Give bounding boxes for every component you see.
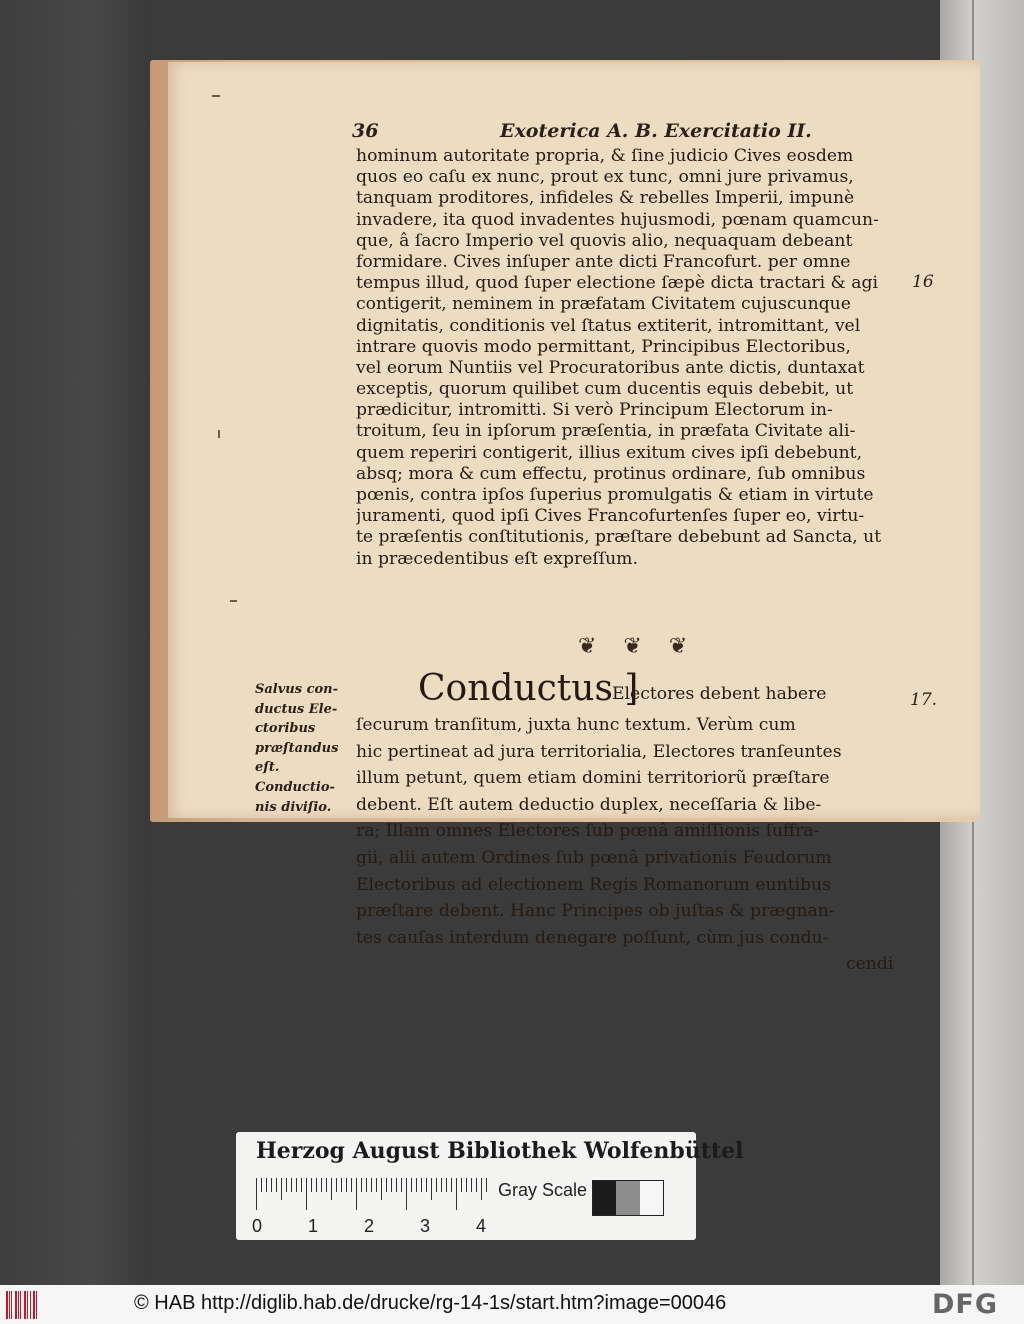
ruler-tick: [266, 1178, 267, 1192]
color-reference-card: [236, 1132, 744, 1240]
gray-scale-swatches: [592, 1180, 664, 1216]
text-line: hic pertineat ad jura territorialia, Electores tranſeuntes: [356, 741, 842, 762]
ruler-tick: [451, 1178, 452, 1192]
ruler-number: 4: [476, 1216, 487, 1236]
text-line: intrare quovis modo permittant, Principibus Electoribus,: [356, 336, 851, 357]
ruler-numbers: [252, 1216, 512, 1236]
text-line: hominum autoritate propria, & ſine judicio Cives eosdem: [356, 146, 854, 166]
footer-copyright-link[interactable]: © HAB http://diglib.hab.de/drucke/rg-14-1s/start.htm?image=00046: [134, 1292, 727, 1314]
text-line: quem reperiri contigerit, illius exitum cives ipſi debebunt,: [356, 442, 863, 463]
text-line: exceptis, quorum quilibet cum ducentis equis debebit, ut: [356, 379, 854, 400]
text-line: ra; Illam omnes Electores ſub pœnâ amiſſionis ſuffra-: [356, 821, 820, 842]
barcode-bar: [30, 1291, 31, 1319]
barcode-bar: [36, 1291, 37, 1319]
barcode-bar: [24, 1291, 26, 1319]
ruler-tick: [321, 1178, 322, 1192]
page-mark: [212, 95, 220, 97]
text-line: vel eorum Nuntiis vel Procuratoribus ante dictis, duntaxat: [356, 357, 865, 378]
ruler-number: 2: [364, 1216, 375, 1236]
text-line: prædicitur, intromitti. Si verò Principum Electorum in-: [356, 400, 833, 421]
barcode-bar: [11, 1291, 12, 1319]
left-book-board: [0, 0, 150, 1285]
ruler-tick: [426, 1178, 427, 1192]
margin-line-number-17: 17.: [910, 690, 938, 710]
section-heading: Conductus ]: [418, 668, 639, 709]
ruler-tick: [261, 1178, 262, 1192]
ruler-tick: [466, 1178, 467, 1192]
text-line: debent. Eſt autem deductio duplex, neceſſaria & libe-: [356, 794, 822, 815]
ruler-tick: [346, 1178, 347, 1192]
measurement-ruler: [256, 1178, 496, 1210]
text-line: quos eo caſu ex nunc, prout ex tunc, omni jure privamus,: [356, 167, 854, 188]
library-name: Herzog August Bibliothek Wolfenbüttel: [256, 1138, 744, 1164]
ruler-tick: [391, 1178, 392, 1192]
ruler-tick: [341, 1178, 342, 1192]
ruler-number: 1: [308, 1216, 319, 1236]
text-line: invadere, ita quod invadentes hujusmodi, pœnam quamcun-: [356, 209, 879, 230]
page-mark: [230, 600, 237, 602]
gray-swatch: [616, 1181, 639, 1215]
marginal-note-line: Conductio-: [255, 779, 335, 795]
ruler-tick: [381, 1178, 382, 1200]
ruler-tick: [371, 1178, 372, 1192]
ruler-tick: [311, 1178, 312, 1192]
ruler-tick: [351, 1178, 352, 1192]
barcode-bar: [27, 1291, 28, 1319]
barcode-icon: [6, 1291, 40, 1319]
text-line: ſecurum tranſitum, juxta hunc textum. Verùm cum: [356, 715, 796, 735]
ruler-tick: [481, 1178, 482, 1200]
ruler-tick: [281, 1178, 282, 1200]
ruler-tick: [326, 1178, 327, 1192]
text-line: tes cauſas interdum denegare poſſunt, cùm jus condu-: [356, 927, 829, 948]
barcode-bar: [20, 1291, 21, 1319]
ruler-tick: [306, 1178, 307, 1210]
page-mark: [218, 430, 220, 438]
footer-bar: [0, 1285, 1024, 1324]
marginal-note-line: Salvus con-: [255, 682, 339, 697]
marginal-note-line: ctoribus: [255, 721, 316, 737]
margin-line-number-16: 16: [912, 272, 934, 292]
barcode-bar: [33, 1291, 35, 1319]
ruler-tick: [361, 1178, 362, 1192]
text-line: te præſentis conſtitutionis, præſtare debebunt ad Sancta, ut: [356, 527, 882, 548]
ruler-tick: [396, 1178, 397, 1192]
ruler-tick: [316, 1178, 317, 1192]
page-number: 36: [352, 120, 379, 142]
marginal-note-line: eſt.: [255, 760, 280, 776]
ruler-tick: [336, 1178, 337, 1192]
text-line: troitum, ſeu in ipſorum præſentia, in præfata Civitate ali-: [356, 421, 856, 442]
ruler-tick: [486, 1178, 487, 1192]
second-text-block: [356, 712, 904, 951]
ruler-tick: [461, 1178, 462, 1192]
ruler-tick: [296, 1178, 297, 1192]
gray-scale-label: Gray Scale: [498, 1180, 588, 1200]
ruler-tick: [331, 1178, 332, 1200]
ruler-tick: [276, 1178, 277, 1192]
ruler-tick: [406, 1178, 407, 1210]
gray-swatch: [640, 1181, 663, 1215]
ruler-tick: [256, 1178, 257, 1210]
marginal-note-line: ductus Ele-: [255, 701, 338, 717]
text-line: in præcedentibus eſt expreſſum.: [356, 548, 638, 569]
text-line: juramenti, quod ipſi Cives Francofurtenſes ſuper eo, virtu-: [356, 506, 865, 527]
ruler-tick: [411, 1178, 412, 1192]
ruler-tick: [471, 1178, 472, 1192]
running-header: [352, 120, 912, 146]
text-line: tempus illud, quod ſuper electione ſæpè dicta tractari & agi: [356, 273, 879, 294]
marginal-note-line: nis diviſio.: [255, 799, 332, 815]
text-line: gii, alii autem Ordines ſub pœnâ privationis Feudorum: [356, 847, 832, 868]
heading-continuation: Electores debent habere: [612, 684, 827, 704]
text-line: pœnis, contra ipſos ſuperius promulgatis & etiam in virtute: [356, 485, 874, 505]
text-line: illum petunt, quem etiam domini territoriorũ præſtare: [356, 768, 830, 789]
ruler-number: 0: [252, 1216, 263, 1236]
marginal-note: [255, 680, 351, 817]
ruler-tick: [366, 1178, 367, 1192]
ruler-tick: [271, 1178, 272, 1192]
ruler-tick: [421, 1178, 422, 1192]
ruler-tick: [401, 1178, 402, 1192]
ruler-tick: [446, 1178, 447, 1192]
catchword: cendi: [846, 954, 894, 974]
ornament-divider: ❦ ❦ ❦: [578, 634, 698, 659]
text-line: formidare. Cives inſuper ante dicti Francofurt. per omne: [356, 251, 851, 272]
marginal-note-line: præſtandus: [255, 740, 339, 756]
text-line: tanquam proditores, infideles & rebelles Imperii, impunè: [356, 188, 855, 209]
ruler-tick: [431, 1178, 432, 1200]
text-line: contigerit, neminem in præfatam Civitatem cujuscunque: [356, 294, 851, 315]
barcode-bar: [18, 1291, 19, 1319]
running-title: Exoterica A. B. Exercitatio II.: [500, 120, 812, 142]
ruler-tick: [301, 1178, 302, 1192]
barcode-bar: [15, 1291, 17, 1319]
ruler-number: 3: [420, 1216, 431, 1236]
main-text-block: [356, 146, 906, 570]
ruler-tick: [291, 1178, 292, 1192]
ruler-tick: [286, 1178, 287, 1192]
text-line: Electoribus ad electionem Regis Romanorum euntibus: [356, 874, 831, 895]
ruler-tick: [386, 1178, 387, 1192]
ruler-tick: [456, 1178, 457, 1210]
barcode-bar: [6, 1291, 8, 1319]
text-line: absq; mora & cum effectu, protinus ordinare, ſub omnibus: [356, 463, 866, 484]
ruler-tick: [441, 1178, 442, 1192]
ruler-tick: [356, 1178, 357, 1210]
ruler-tick: [476, 1178, 477, 1192]
ruler-tick: [376, 1178, 377, 1192]
ruler-tick: [436, 1178, 437, 1192]
text-line: que, â ſacro Imperio vel quovis alio, nequaquam debeant: [356, 230, 853, 251]
gray-swatch: [593, 1181, 616, 1215]
text-line: dignitatis, conditionis vel ſtatus extiterit, intromittant, vel: [356, 315, 861, 336]
barcode-bar: [9, 1291, 10, 1319]
text-line: præſtare debent. Hanc Principes ob juſtas & prægnan-: [356, 901, 835, 922]
dfg-logo: DFG: [932, 1289, 999, 1320]
ruler-tick: [416, 1178, 417, 1192]
